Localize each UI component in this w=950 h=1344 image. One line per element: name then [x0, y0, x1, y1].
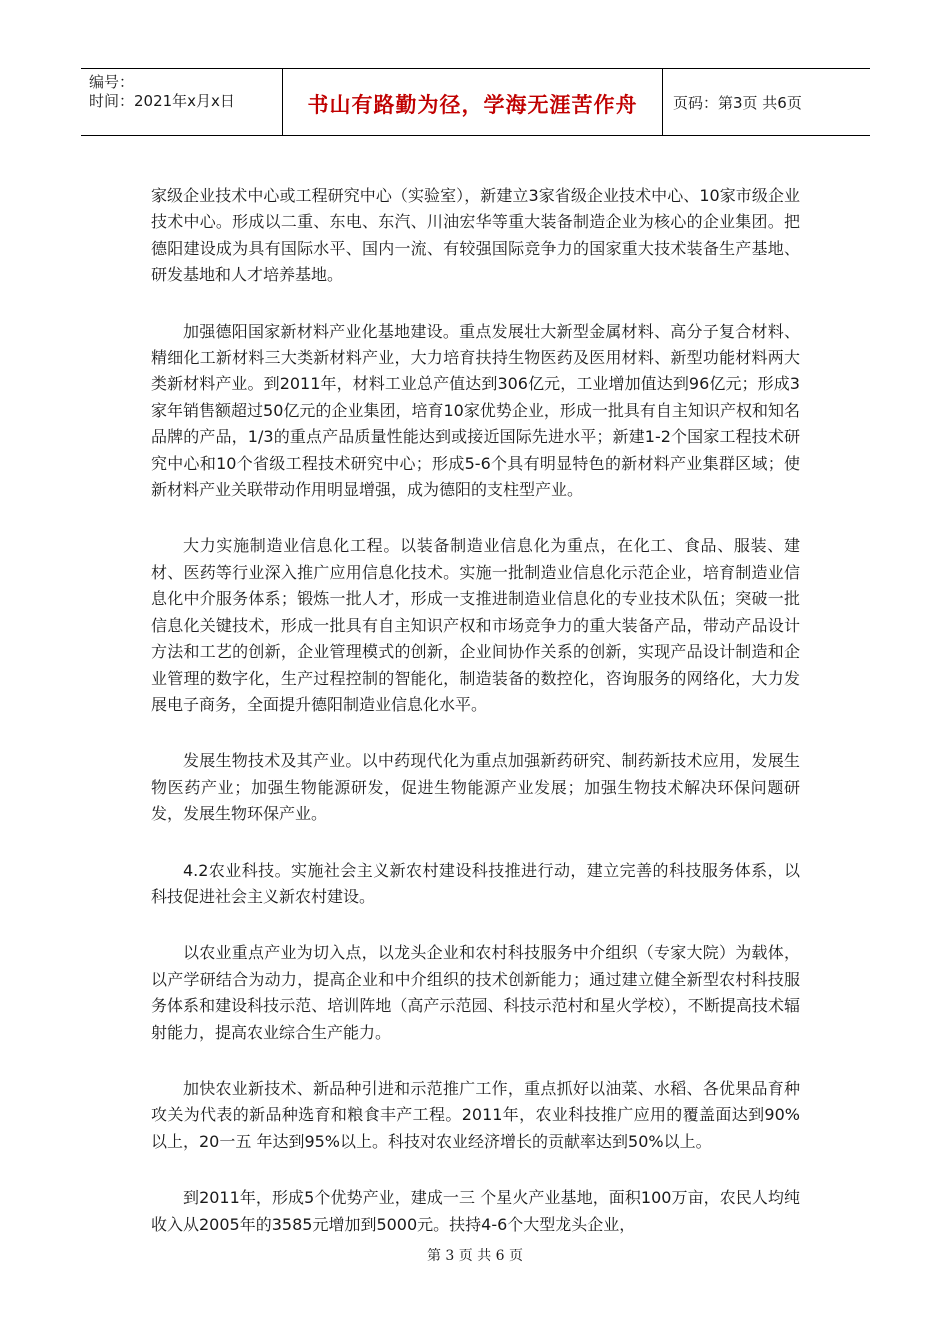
paragraph-5: 4.2农业科技。实施社会主义新农村建设科技推进行动，建立完善的科技服务体系，以科技促进社会主义新农村建设。 [151, 860, 800, 906]
document-time-label: 时间：2021年x月x日 [89, 92, 235, 110]
page-footer: 第 3 页 共 6 页 [426, 1248, 524, 1264]
paragraph-4: 发展生物技术及其产业。以中药现代化为重点加强新药研究、制药新技术应用，发展生物医药产业；加强生物能源研发，促进生物能源产业发展；加强生物技术解决环保问题研发，发展生物环保产业。 [151, 751, 800, 824]
header-page-label: 页码：第3页 共6页 [673, 94, 802, 112]
header-motto-cell [283, 69, 663, 135]
paragraph-3: 大力实施制造业信息化工程。以装备制造业信息化为重点，在化工、食品、服装、建材、医药等行业深入推广应用信息化技术。实施一批制造业信息化示范企业，培育制造业信息化中介服务体系；锻炼一批人才，形成一支推进制造业信息化的专业技术队伍；突破一批信息化关键技术，形成一批具有自主知识产权和市场竞争力的重大装备产品，带动产品设计方法和工艺的创新，企业管理模式的创新，企业间协作关系的创新，实现产品设计制造和企业管理的数字化，生产过程控制的智能化，制造装备的数控化，咨询服务的网络化，大力发展电子商务，全面提升德阳制造业信息化水平。 [151, 536, 800, 714]
paragraph-2: 加强德阳国家新材料产业化基地建设。重点发展壮大新型金属材料、高分子复合材料、精细化工新材料三大类新材料产业，大力培育扶持生物医药及医用材料、新型功能材料两大类新材料产业。到2011年，材料工业总产值达到306亿元，工业增加值达到96亿元；形成3家年销售额超过50亿元的企业集团，培育10家优势企业，形成一批具有自主知识产权和知名品牌的产品，1/3的重点产品质量性能达到或接近国际先进水平；新建1-2个国家工程技术研究中心和10个省级工程技术研究中心；形成5-6个具有明显特色的新材料产业集群区域；使新材料产业关联带动作用明显增强，成为德阳的支柱型产业。 [151, 321, 800, 500]
header-motto: 书山有路勤为径，学海无涯苦作舟 [307, 93, 638, 117]
paragraph-1: 家级企业技术中心或工程研究中心（实验室），新建立3家省级企业技术中心、10家市级企业技术中心。形成以二重、东电、东汽、川油宏华等重大装备制造企业为核心的企业集团。把德阳建设成为具有国际水平、国内一流、有较强国际竞争力的国家重大技术装备生产基地、研发基地和人才培养基地。 [151, 186, 800, 285]
document-header [81, 68, 870, 136]
header-page-cell [663, 69, 870, 135]
paragraph-7: 加快农业新技术、新品种引进和示范推广工作，重点抓好以油菜、水稻、各优果品育种攻关为代表的新品种选育和粮食丰产工程。2011年，农业科技推广应用的覆盖面达到90%以上，20一五 年达到95%以上。科技对农业经济增长的贡献率达到50%以上。 [151, 1078, 800, 1151]
document-number-label: 编号： [89, 73, 135, 91]
header-info-cell [81, 69, 283, 135]
paragraph-6: 以农业重点产业为切入点，以龙头企业和农村科技服务中介组织（专家大院）为载体，以产学研结合为动力，提高企业和中介组织的技术创新能力；通过建立健全新型农村科技服务体系和建设科技示范、培训阵地（高产示范园、科技示范村和星火学校），不断提高技术辐射能力，提高农业综合生产能力。 [151, 943, 800, 1042]
document-body [151, 183, 800, 1268]
paragraph-8: 到2011年，形成5个优势产业，建成一三 个星火产业基地，面积100万亩，农民人均纯收入从2005年的3585元增加到5000元。扶持4-6个大型龙头企业， [151, 1188, 800, 1234]
